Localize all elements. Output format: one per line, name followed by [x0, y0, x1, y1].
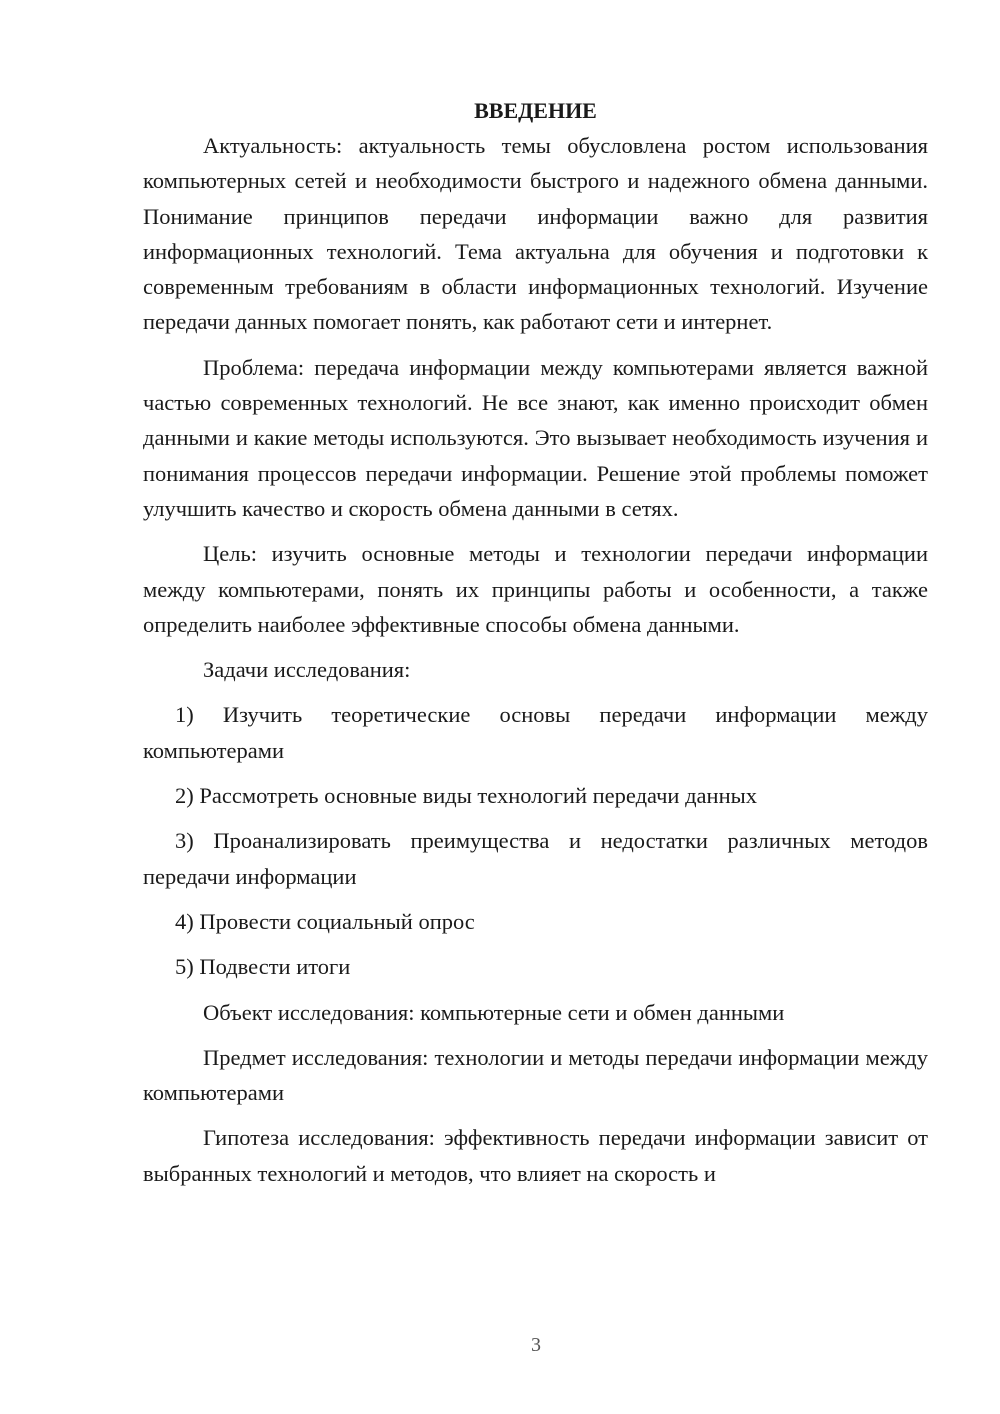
document-page — [143, 93, 928, 1191]
task-item-2: 2) Рассмотреть основные виды технологий передачи данных — [175, 783, 757, 809]
task-item-3: 3) Проанализировать преимущества и недостатки различных методов передачи информации — [143, 828, 928, 889]
page-title: ВВЕДЕНИЕ — [474, 98, 597, 123]
problem-paragraph: Проблема: передача информации между компьютерами является важной частью современных технологий. Не все знают, как именно происходит обмен данными и какие методы используются. Это вызывает необходимость изучения и понимания процессов передачи информации. Решение этой проблемы поможет улучшить качество и скорость обмена данными в сетях. — [143, 354, 928, 521]
task-item-5: 5) Подвести итоги — [175, 954, 351, 980]
page-number: 3 — [531, 1334, 541, 1356]
hypothesis-paragraph: Гипотеза исследования: эффективность передачи информации зависит от выбранных технологий и методов, что влияет на скорость и — [143, 1125, 928, 1186]
task-item-4: 4) Провести социальный опрос — [175, 908, 475, 934]
relevance-paragraph: Актуальность: актуальность темы обусловлена ростом использования компьютерных сетей и необходимости быстрого и надежного обмена данными. Понимание принципов передачи информации важно для развития информационных технологий. Тема актуальна для обучения и подготовки к современным требованиям в области информационных технологий. Изучение передачи данных помогает понять, как работают сети и интернет. — [143, 133, 928, 335]
tasks-heading: Задачи исследования: — [203, 657, 411, 683]
goal-paragraph: Цель: изучить основные методы и технологии передачи информации между компьютерами, понять их принципы работы и особенности, а также определить наиболее эффективные способы обмена данными. — [143, 541, 928, 637]
task-item-1: 1) Изучить теоретические основы передачи информации между компьютерами — [143, 702, 928, 763]
research-subject-paragraph: Предмет исследования: технологии и методы передачи информации между компьютерами — [143, 1044, 928, 1106]
research-object-paragraph: Объект исследования: компьютерные сети и обмен данными — [203, 999, 785, 1025]
